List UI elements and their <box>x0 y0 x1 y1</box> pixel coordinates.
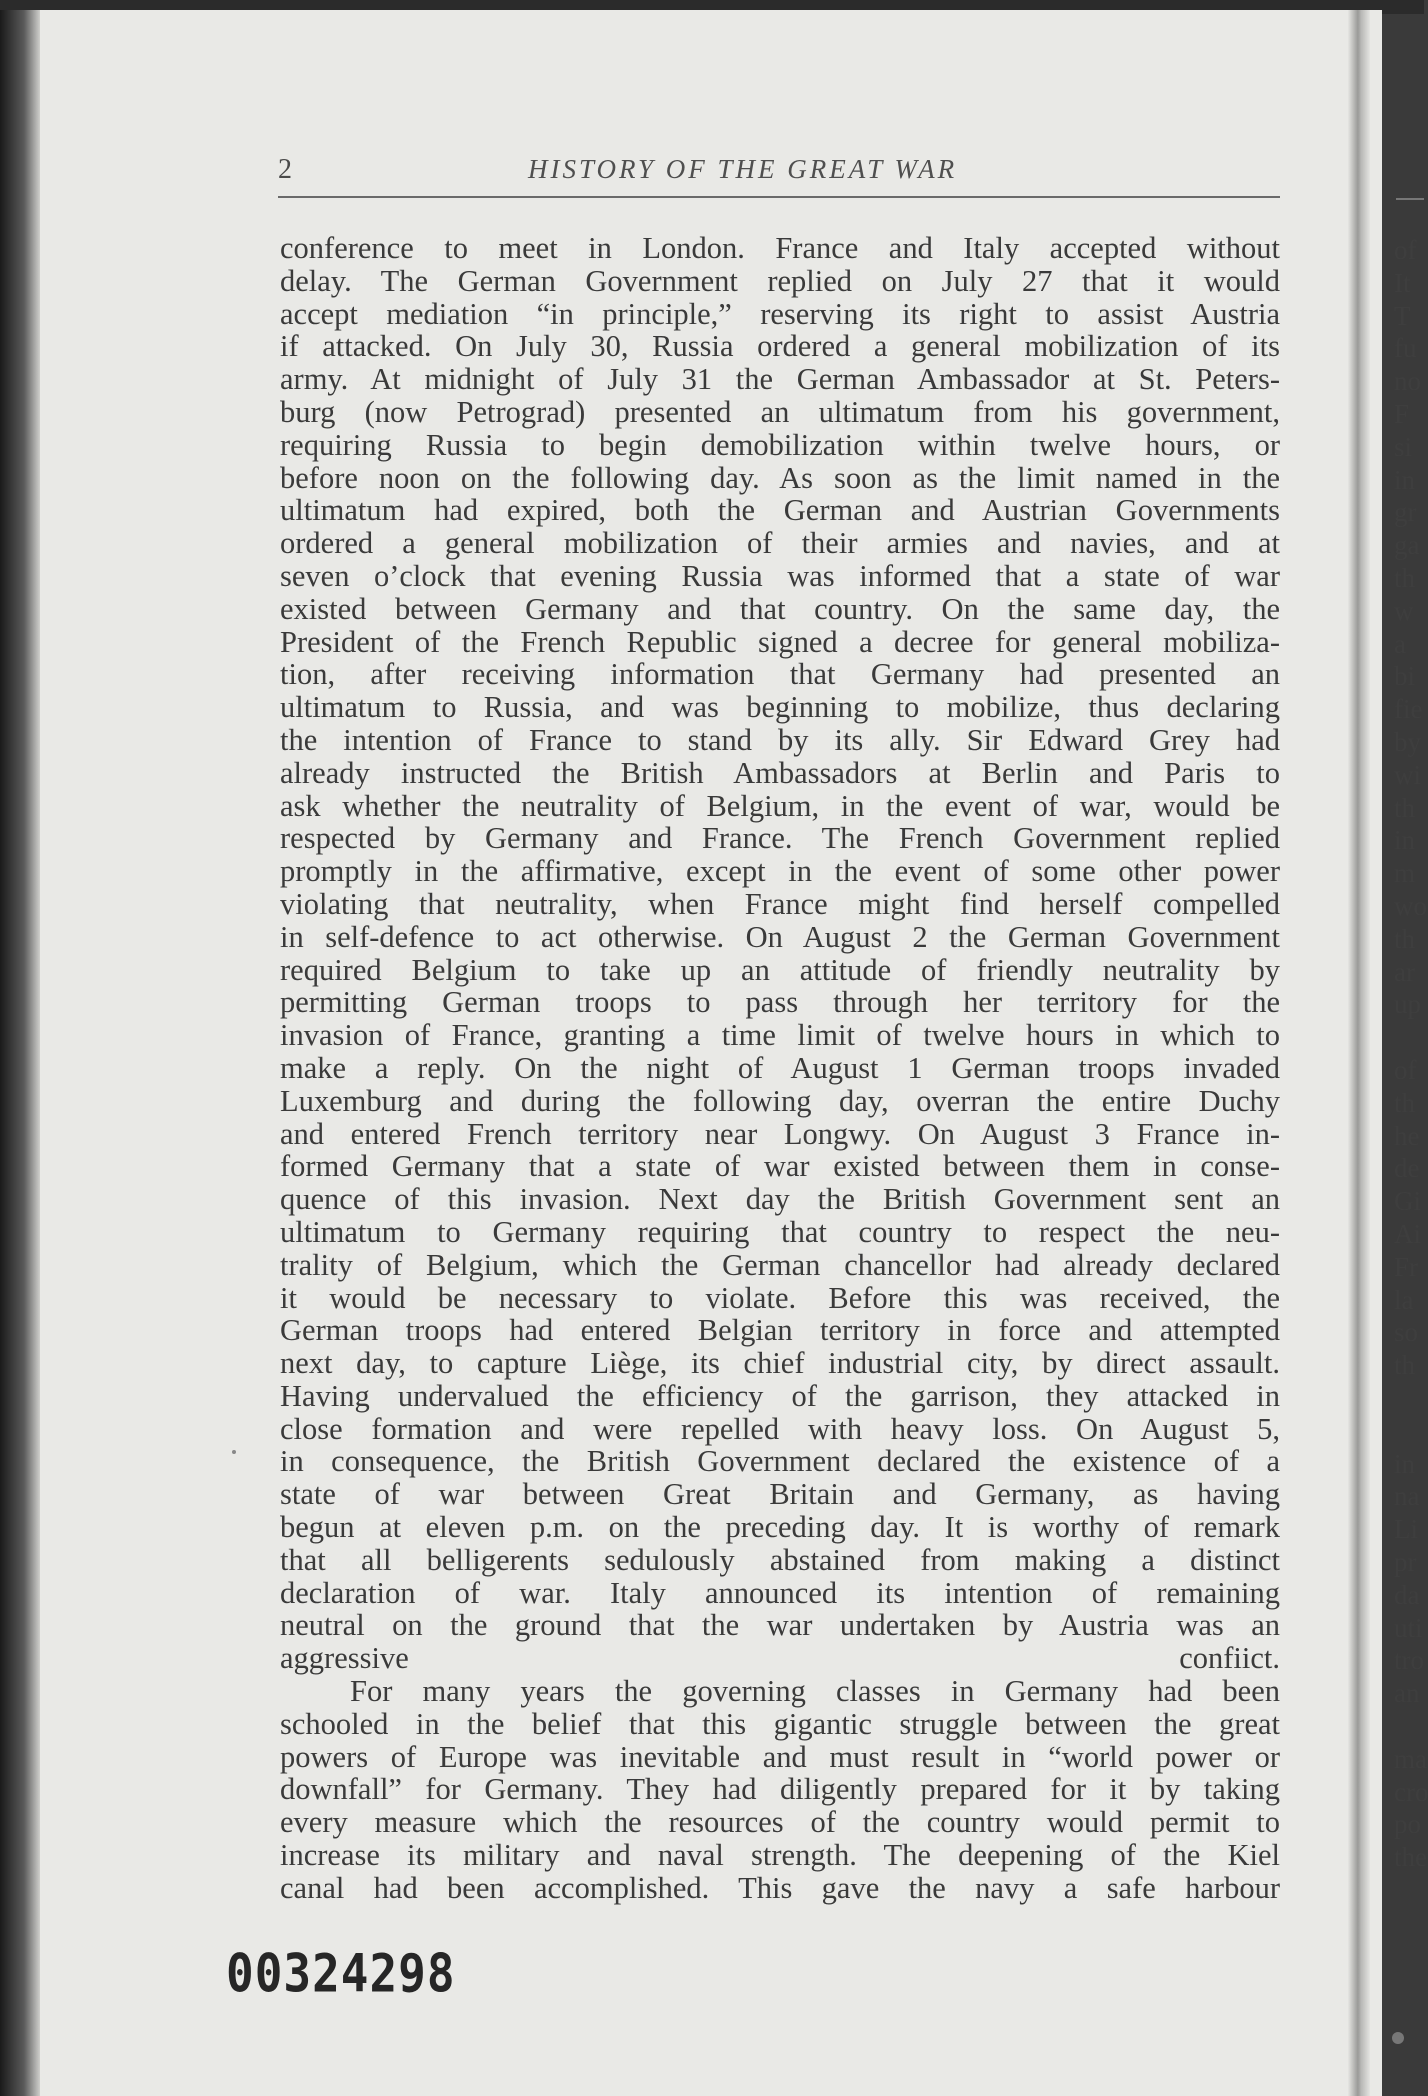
facing-page-text: th <box>1394 1350 1416 1381</box>
facing-page-text: It <box>1394 267 1411 298</box>
text-line: existed between Germany and that country. On the same day, the <box>280 591 1280 626</box>
text-line: formed Germany that a state of war existed between them in conse- <box>280 1149 1280 1184</box>
scan-dot <box>1392 2032 1404 2044</box>
text-line: downfall” for Germany. They had diligently prepared for it by taking <box>280 1772 1280 1807</box>
facing-page-text: th <box>1394 923 1416 954</box>
text-line: the intention of France to stand by its ally. Sir Edward Grey had <box>280 722 1280 757</box>
facing-page-text: uti <box>1394 1612 1423 1643</box>
text-line: invasion of France, granting a time limit of twelve hours in which to <box>280 1018 1280 1053</box>
text-line: ordered a general mobilization of their armies and navies, and at <box>280 526 1280 561</box>
text-line: close formation and were repelled with heavy loss. On August 5, <box>280 1411 1280 1446</box>
facing-page-text: Ai <box>1394 1219 1421 1249</box>
facing-page-text: F <box>1394 399 1410 429</box>
facing-page-text: de <box>1394 1153 1420 1184</box>
text-line: schooled in the belief that this gigantic struggle between the great <box>280 1706 1280 1741</box>
facing-page-text: fu <box>1394 333 1417 364</box>
facing-page-text: Fr <box>1394 1251 1419 1282</box>
facing-page-text: a <box>1394 628 1406 659</box>
text-line: canal had been accomplished. This gave the navy a safe harbour <box>280 1870 1280 1905</box>
text-line: ultimatum to Germany requiring that country to respect the neu- <box>280 1214 1280 1249</box>
facing-page-text: wi <box>1394 759 1421 790</box>
text-line: burg (now Petrograd) presented an ultimatum from his government, <box>280 394 1280 429</box>
page-number: 2 <box>278 154 292 185</box>
facing-page-text: in <box>1394 1448 1416 1479</box>
text-line: Having undervalued the efficiency of the garrison, they attacked in <box>280 1378 1280 1413</box>
text-line: aggressive confiict. <box>280 1641 1280 1676</box>
text-line: every measure which the resources of the country would permit to <box>280 1805 1280 1840</box>
facing-page-text: in <box>1394 825 1416 856</box>
text-line: accept mediation “in principle,” reserving its right to assist Austria <box>280 296 1280 331</box>
facing-page-text: Gi <box>1394 1186 1421 1217</box>
facing-page-text: ma <box>1394 1743 1427 1774</box>
text-line: ultimatum to Russia, and was beginning to mobilize, thus declaring <box>280 690 1280 725</box>
archive-stamp-number: 00324298 <box>226 1941 456 2005</box>
text-line: increase its military and naval strength. The deepening of the Kiel <box>280 1838 1280 1873</box>
facing-page-text: th <box>1394 792 1416 823</box>
text-line: make a reply. On the night of August 1 German troops invaded <box>280 1050 1280 1085</box>
text-line: in self-defence to act otherwise. On August 2 the German Government <box>280 919 1280 954</box>
facing-page-text: wo <box>1394 891 1427 921</box>
text-line: begun at eleven p.m. on the preceding day. It is worthy of remark <box>280 1510 1280 1545</box>
facing-page-text: gr <box>1394 497 1417 528</box>
facing-page-text: no <box>1394 366 1421 397</box>
text-line: German troops had entered Belgian territory in force and attempted <box>280 1313 1280 1348</box>
text-line: promptly in the affirmative, except in the event of some other power <box>280 854 1280 889</box>
text-line: it would be necessary to violate. Before this was received, the <box>280 1280 1280 1315</box>
text-line: already instructed the British Ambassadors at Berlin and Paris to <box>280 755 1280 790</box>
text-line: and entered French territory near Longwy. On August 3 France in- <box>280 1116 1280 1151</box>
text-line: Luxemburg and during the following day, overran the entire Duchy <box>280 1083 1280 1118</box>
text-line: army. At midnight of July 31 the German Ambassador at St. Peters- <box>280 362 1280 397</box>
facing-page-text: w <box>1394 595 1414 626</box>
text-line: neutral on the ground that the war undertaken by Austria was an <box>280 1608 1280 1643</box>
facing-page-text: the <box>1394 1842 1427 1873</box>
facing-page-text: cro <box>1394 1776 1428 1807</box>
text-line: in consequence, the British Government declared the existence of a <box>280 1444 1280 1479</box>
facing-page-text: ga <box>1394 530 1420 561</box>
scan-speck <box>232 1450 236 1454</box>
facing-page-text: Li <box>1394 1514 1418 1545</box>
text-line: that all belligerents sedulously abstained from making a distinct <box>280 1542 1280 1577</box>
paragraph-1 <box>280 232 1280 1675</box>
text-line: before noon on the following day. As soon as the limit named in the <box>280 460 1280 495</box>
running-head <box>278 152 1278 192</box>
facing-page-text: pr <box>1394 1547 1417 1577</box>
paragraph-2 <box>280 1675 1280 1905</box>
facing-page-text: ar <box>1394 956 1415 987</box>
facing-page-text: si <box>1394 431 1413 462</box>
text-line: seven o’clock that evening Russia was informed that a state of war <box>280 558 1280 593</box>
facing-page-text: fie <box>1394 694 1423 725</box>
facing-page-text: in <box>1394 464 1416 495</box>
facing-page-text: da <box>1394 1579 1420 1610</box>
text-line: For many years the governing classes in Germany had been <box>350 1674 1280 1709</box>
body-text <box>280 232 1280 1905</box>
text-line: tion, after receiving information that Germany had presented an <box>280 657 1280 692</box>
facing-page-text: na <box>1394 1481 1420 1512</box>
text-line: permitting German troops to pass through her territory for the <box>280 985 1280 1020</box>
facing-page-text: of <box>1394 1055 1417 1085</box>
text-line: requiring Russia to begin demobilization within twelve hours, or <box>280 427 1280 462</box>
text-line: ultimatum had expired, both the German and Austrian Governments <box>280 493 1280 528</box>
text-line: powers of Europe was inevitable and must result in “world power or <box>280 1739 1280 1774</box>
facing-page-text: of <box>1394 235 1417 265</box>
text-line: ask whether the neutrality of Belgium, in the event of war, would be <box>280 788 1280 823</box>
text-line: state of war between Great Britain and Germany, as having <box>280 1477 1280 1512</box>
facing-page-text: so <box>1394 1317 1419 1348</box>
facing-page-text: an <box>1394 1678 1420 1709</box>
text-line: respected by Germany and France. The French Government replied <box>280 821 1280 856</box>
header-rule <box>278 196 1280 198</box>
text-line: quence of this invasion. Next day the British Government sent an <box>280 1182 1280 1217</box>
text-line: violating that neutrality, when France might find herself compelled <box>280 886 1280 921</box>
text-line: trality of Belgium, which the German chancellor had already declared <box>280 1247 1280 1282</box>
text-line: President of the French Republic signed a decree for general mobiliza- <box>280 624 1280 659</box>
running-title: HISTORY OF THE GREAT WAR <box>528 154 958 184</box>
facing-page-text: th <box>1394 563 1416 593</box>
facing-page-text: tro <box>1394 1645 1424 1676</box>
facing-page-text: bi <box>1394 661 1416 692</box>
text-line: conference to meet in London. France and Italy accepted without <box>280 231 1280 265</box>
facing-page-fragment <box>1390 0 1428 2096</box>
facing-page-text: by <box>1394 727 1421 757</box>
facing-page-text: he <box>1394 1120 1420 1151</box>
facing-page-text: up <box>1394 989 1421 1020</box>
facing-page-text: m <box>1394 858 1416 889</box>
text-line: declaration of war. Italy announced its intention of remaining <box>280 1575 1280 1610</box>
facing-page-text: po <box>1394 1809 1421 1840</box>
facing-page-text: T <box>1394 300 1411 331</box>
facing-page-text: th <box>1394 1087 1416 1118</box>
book-gutter <box>1348 10 1370 2096</box>
facing-page-text: la <box>1394 1284 1414 1315</box>
scan-left-edge <box>0 10 40 2096</box>
text-line: if attacked. On July 30, Russia ordered a general mobilization of its <box>280 329 1280 364</box>
text-line: next day, to capture Liège, its chief industrial city, by direct assault. <box>280 1346 1280 1381</box>
text-line: required Belgium to take up an attitude of friendly neutrality by <box>280 952 1280 987</box>
text-line: delay. The German Government replied on July 27 that it would <box>280 263 1280 298</box>
